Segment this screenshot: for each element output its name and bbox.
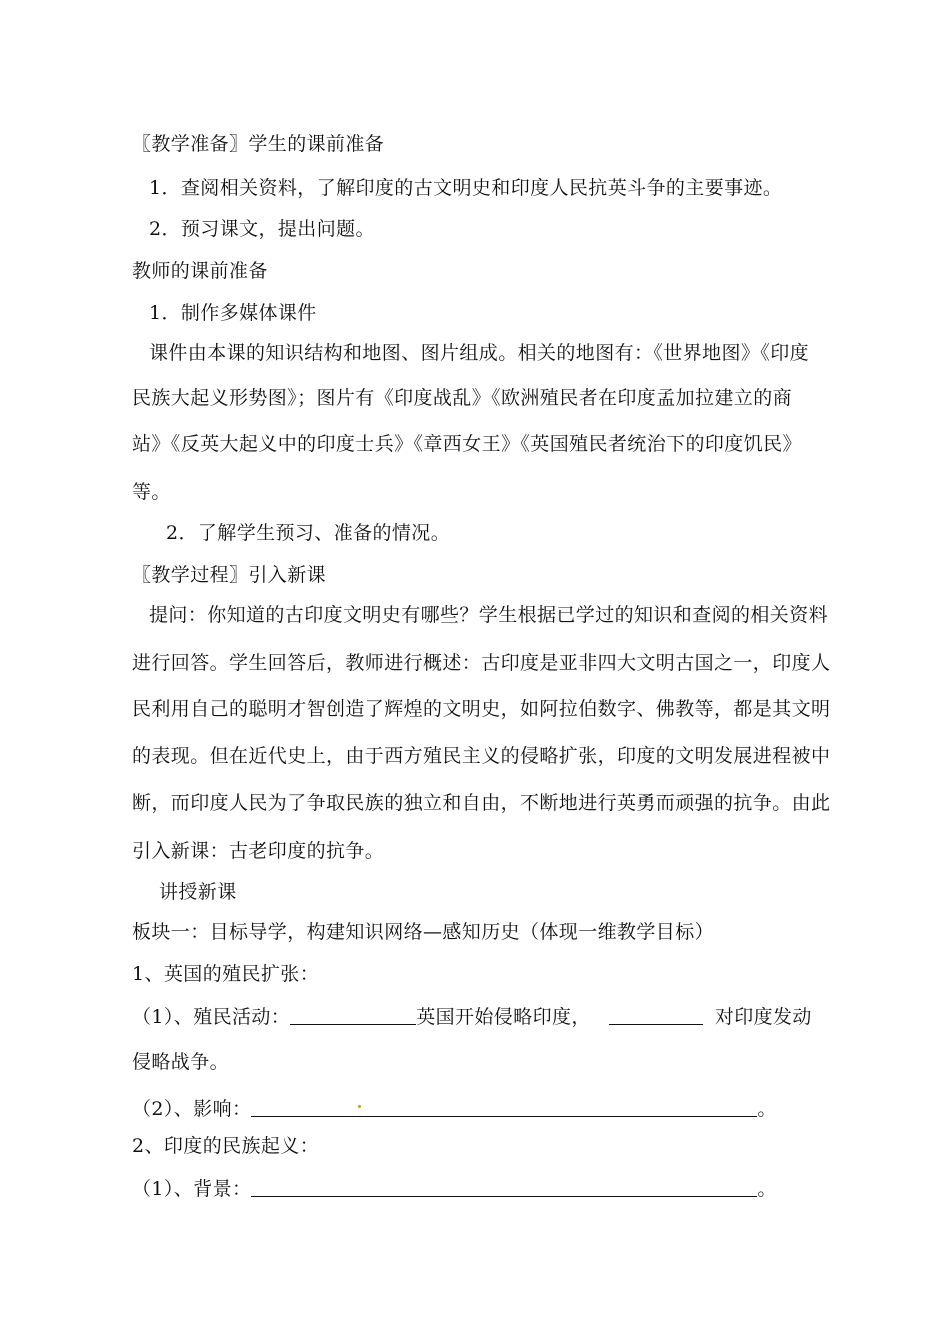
section-one-heading: 板块一：目标导学，构建知识网络—感知历史（体现一维教学目标） [132,921,715,943]
paragraph-line: 提问：你知道的古印度文明史有哪些？学生根据已学过的知识和查阅的相关资料 [149,604,829,626]
answer-blank[interactable] [251,1176,757,1197]
student-prep-item-1: 1．查阅相关资料，了解印度的古文明史和印度人民抗英斗争的主要事迹。 [149,177,783,199]
answer-blank[interactable] [609,1004,703,1025]
answer-blank[interactable] [251,1096,757,1117]
fill-in-question-3 [132,1174,777,1201]
new-lesson-heading: 讲授新课 [159,881,237,903]
teacher-prep-item-2: 2．了解学生预习、准备的情况。 [166,522,451,544]
paragraph-line: 引入新课：古老印度的抗争。 [132,840,385,862]
question-text: 英国开始侵略印度， [416,1006,591,1028]
paragraph-line: 民族大起义形势图》；图片有《印度战乱》《欧洲殖民者在印度孟加拉建立的商 [132,387,793,409]
question-end: 。 [757,1178,777,1200]
topic-2-heading: 2、印度的民族起义： [132,1135,320,1157]
question-end: 。 [757,1098,777,1120]
fill-in-question-1 [132,1002,812,1029]
paragraph-line: 断，而印度人民为了争取民族的独立和自由，不断地进行英勇而顽强的抗争。由此 [132,792,831,814]
question-label: （1）、背景： [132,1178,252,1200]
question-text: 对印度发动 [714,1006,812,1028]
stray-dot [358,1105,361,1108]
paragraph-line: 等。 [132,481,171,503]
student-prep-item-2: 2．预习课文，提出问题。 [149,218,375,240]
topic-1-heading: 1、英国的殖民扩张： [132,963,320,985]
paragraph-line: 侵略战争。 [132,1051,230,1073]
paragraph-line: 进行回答。学生回答后，教师进行概述：古印度是亚非四大文明古国之一，印度人 [132,652,831,674]
paragraph-line: 课件由本课的知识结构和地图、图片组成。相关的地图有：《世界地图》《印度 [149,342,810,364]
paragraph-line: 站》《反英大起义中的印度士兵》《章西女王》《英国殖民者统治下的印度饥民》 [132,433,802,455]
teacher-prep-heading: 教师的课前准备 [132,260,268,282]
teacher-prep-item-1: 1．制作多媒体课件 [149,302,317,324]
teaching-prep-heading: 〖教学准备〗学生的课前准备 [132,133,385,155]
question-label: （1）、殖民活动： [132,1006,291,1028]
paragraph-line: 民利用自己的聪明才智创造了辉煌的文明史，如阿拉伯数字、佛教等，都是其文明 [132,698,831,720]
teaching-process-heading: 〖教学过程〗引入新课 [132,564,327,586]
answer-blank[interactable] [290,1004,416,1025]
fill-in-question-2 [132,1094,777,1121]
question-label: （2）、影响： [132,1098,252,1120]
paragraph-line: 的表现。但在近代史上，由于西方殖民主义的侵略扩张，印度的文明发展进程被中 [132,745,831,767]
